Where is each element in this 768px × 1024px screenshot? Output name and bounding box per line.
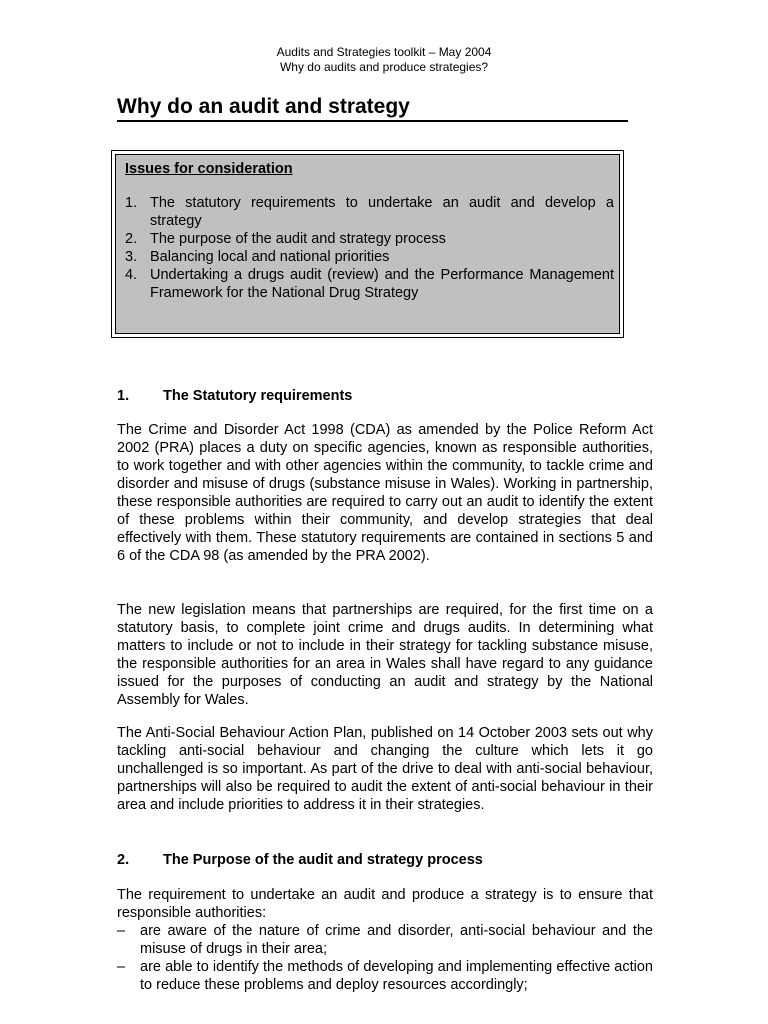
issues-item: [125, 248, 614, 266]
issues-heading: Issues for consideration: [125, 161, 293, 177]
issues-item-text: Undertaking a drugs audit (review) and the Performance Management Framework for the National Drug Strategy: [150, 267, 614, 301]
list-item: [117, 958, 653, 994]
section-1-number: 1.: [117, 388, 130, 404]
issues-item-number: 2.: [125, 231, 138, 247]
issues-list: [125, 194, 614, 302]
running-header: [0, 45, 768, 75]
list-item-text: are able to identify the methods of developing and implementing effective action to reduce these problems and deploy resources accordingly;: [140, 959, 653, 993]
issues-item-text: The statutory requirements to undertake an audit and develop a strategy: [150, 195, 614, 229]
dash-bullet: –: [117, 959, 126, 975]
section-2-title: The Purpose of the audit and strategy process: [163, 852, 483, 868]
issues-box-inner: [115, 154, 620, 334]
issues-box: [111, 150, 624, 338]
list-item: [117, 922, 653, 958]
section-2-heading: [117, 851, 483, 869]
header-line-1: Audits and Strategies toolkit – May 2004: [276, 45, 492, 59]
section-1-paragraph-3: The Anti-Social Behaviour Action Plan, published on 14 October 2003 sets out why tackling anti-social behaviour and changing the culture which lets it go unchallenged is so important. As part of the drive to deal with anti-social behaviour, partnerships will also be required to audit the extent of anti-social behaviour in their area and include priorities to address it in their strategies.: [117, 725, 653, 813]
issues-item: [125, 194, 614, 230]
issues-item-number: 3.: [125, 249, 138, 265]
issues-item-number: 1.: [125, 195, 138, 211]
page-title: Why do an audit and strategy: [117, 94, 628, 122]
issues-item-text: Balancing local and national priorities: [150, 249, 390, 265]
section-1-paragraph-2: The new legislation means that partnerships are required, for the first time on a statutory basis, to complete joint crime and drugs audits. In determining what matters to include or not to include in their strategy for tackling substance misuse, the responsible authorities for an area in Wales shall have regard to any guidance issued for the purposes of conducting an audit and strategy by the National Assembly for Wales.: [117, 602, 653, 708]
section-1-heading: [117, 387, 352, 405]
issues-item-number: 4.: [125, 267, 138, 283]
list-item-text: are aware of the nature of crime and disorder, anti-social behaviour and the misuse of drugs in their area;: [140, 923, 653, 957]
dash-bullet: –: [117, 923, 126, 939]
section-1-paragraph-1: The Crime and Disorder Act 1998 (CDA) as amended by the Police Reform Act 2002 (PRA) places a duty on specific agencies, known as responsible authorities, to work together and with other agencies within the community, to tackle crime and disorder and misuse of drugs (substance misuse in Wales). Working in partnership, these responsible authorities are required to carry out an audit to identify the extent of these problems within their community, and develop strategies that deal effectively with them. These statutory requirements are contained in sections 5 and 6 of the CDA 98 (as amended by the PRA 2002).: [117, 422, 653, 564]
section-1-title: The Statutory requirements: [163, 388, 353, 404]
header-line-2: Why do audits and produce strategies?: [279, 60, 489, 74]
section-2-number: 2.: [117, 852, 130, 868]
section-2-bullets: [117, 922, 653, 994]
section-2-intro: The requirement to undertake an audit and produce a strategy is to ensure that responsible authorities:: [117, 887, 653, 921]
issues-item-text: The purpose of the audit and strategy process: [150, 231, 446, 247]
issues-item: [125, 230, 614, 248]
issues-item: [125, 266, 614, 302]
